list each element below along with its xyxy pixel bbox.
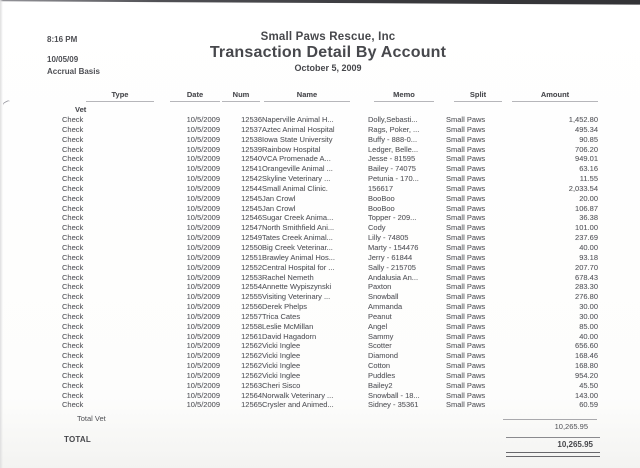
cell-amount: 954.20	[575, 370, 598, 380]
cell-name: Rainbow Hospital	[262, 144, 321, 154]
cell-num: 12564	[241, 390, 262, 400]
cell-date: 10/5/2009	[186, 311, 220, 321]
cell-name: Sugar Creek Anima...	[262, 213, 334, 223]
cell-memo: Angel	[368, 321, 388, 331]
table-row	[62, 164, 598, 174]
cell-name: Leslie McMillan	[262, 321, 314, 331]
cell-type: Check	[62, 380, 84, 390]
cell-memo: Paxton	[368, 282, 392, 292]
cell-memo: Andalusia An...	[368, 272, 419, 282]
cell-memo: BooBoo	[368, 193, 395, 203]
cell-split: Small Paws	[446, 183, 486, 193]
cell-date: 10/5/2009	[186, 321, 220, 331]
print-date: 10/05/09	[47, 55, 79, 64]
cell-split: Small Paws	[446, 203, 486, 213]
cell-num: 12554	[241, 282, 262, 292]
cell-split: Small Paws	[446, 361, 486, 371]
column-header-row	[62, 90, 598, 104]
cell-name: Vicki Inglee	[262, 361, 301, 371]
cell-type: Check	[62, 321, 84, 331]
cell-name: VCA Promenade A...	[262, 154, 331, 164]
table-row	[62, 184, 598, 194]
cell-num: 12541	[241, 164, 262, 174]
cell-amount: 237.69	[575, 233, 598, 243]
cell-split: Small Paws	[446, 223, 486, 233]
grand-total-label: TOTAL	[64, 435, 91, 444]
cell-amount: 36.38	[579, 213, 598, 223]
column-header-num: Num	[222, 90, 260, 102]
cell-date: 10/5/2009	[186, 272, 220, 282]
cell-date: 10/5/2009	[186, 174, 220, 184]
cell-amount: 63.16	[579, 164, 598, 174]
cell-memo: Peanut	[368, 311, 392, 321]
cell-num: 12540	[241, 154, 262, 164]
cell-name: Jan Crowl	[262, 193, 296, 203]
cell-amount: 40.00	[579, 331, 598, 341]
table-row	[62, 282, 598, 292]
report-date: October 5, 2009	[294, 63, 362, 73]
cell-num: 12536	[241, 115, 262, 124]
cell-amount: 30.00	[579, 302, 598, 312]
cell-num: 12549	[241, 233, 262, 243]
cell-num: 12555	[241, 292, 262, 302]
cell-type: Check	[62, 233, 84, 243]
cell-num: 12562	[241, 370, 262, 380]
column-header-type: Type	[86, 90, 154, 102]
cell-amount: 60.59	[579, 400, 598, 410]
cell-memo: Topper - 209...	[368, 213, 417, 223]
vet-section	[62, 104, 598, 410]
report-title: Transaction Detail By Account	[209, 44, 447, 61]
column-header-memo: Memo	[374, 90, 434, 102]
cell-type: Check	[62, 351, 84, 361]
cell-memo: Scotter	[368, 341, 392, 351]
cell-amount: 2,033.54	[568, 183, 598, 193]
cell-split: Small Paws	[446, 400, 486, 410]
cell-split: Small Paws	[446, 262, 486, 272]
cell-name: Iowa State University	[262, 134, 333, 144]
cell-name: Brawley Animal Hos...	[262, 252, 335, 262]
cell-name: Vicki Inglee	[262, 351, 301, 361]
cell-type: Check	[62, 154, 84, 164]
cell-type: Check	[62, 183, 84, 193]
table-row	[62, 273, 598, 283]
cell-split: Small Paws	[446, 242, 486, 252]
cell-memo: Snowball	[368, 292, 399, 302]
cell-name: Aztec Animal Hospital	[262, 124, 335, 134]
cell-amount: 168.46	[575, 351, 598, 361]
cell-type: Check	[62, 223, 84, 233]
cell-split: Small Paws	[446, 292, 486, 302]
cell-num: 12565	[241, 400, 262, 410]
cell-split: Small Paws	[446, 134, 486, 144]
cell-split: Small Paws	[446, 252, 486, 262]
cell-amount: 93.18	[579, 252, 598, 262]
cell-name: Vicki Inglee	[262, 370, 301, 380]
table-row	[62, 391, 598, 401]
cell-amount: 706.20	[575, 144, 598, 154]
cell-memo: Rags, Poker, ...	[368, 124, 420, 134]
table-row	[62, 174, 598, 184]
cell-name: North Smithfield Ani...	[262, 223, 335, 233]
cell-type: Check	[62, 262, 84, 272]
cell-name: Big Creek Veterinar...	[262, 242, 333, 252]
cell-memo: Ammanda	[368, 302, 403, 312]
cell-split: Small Paws	[446, 302, 486, 312]
cell-type: Check	[62, 331, 84, 341]
cell-type: Check	[62, 400, 84, 410]
cell-date: 10/5/2009	[186, 361, 220, 371]
cell-split: Small Paws	[446, 154, 486, 164]
cell-split: Small Paws	[446, 193, 486, 203]
table-row	[62, 243, 598, 253]
cell-amount: 20.00	[579, 193, 598, 203]
cell-num: 12557	[241, 311, 262, 321]
cell-memo: Petunia - 170...	[368, 174, 419, 184]
table-row	[62, 361, 598, 371]
cell-memo: Snowball - 18...	[368, 390, 420, 400]
table-row	[62, 292, 598, 302]
table-row	[62, 351, 598, 361]
cell-amount: 1,452.80	[568, 115, 598, 124]
cell-type: Check	[62, 213, 84, 223]
cell-split: Small Paws	[446, 174, 486, 184]
cell-amount: 168.80	[575, 361, 598, 371]
cell-split: Small Paws	[446, 213, 486, 223]
section-total-amount: 10,265.95	[503, 419, 597, 431]
cell-type: Check	[62, 203, 84, 213]
cell-date: 10/5/2009	[186, 154, 220, 164]
cell-split: Small Paws	[446, 390, 486, 400]
cell-type: Check	[62, 311, 84, 321]
cell-amount: 85.00	[579, 321, 598, 331]
cell-amount: 90.85	[579, 134, 598, 144]
cell-num: 12545	[241, 193, 262, 203]
column-header-split: Split	[454, 90, 502, 102]
cell-date: 10/5/2009	[186, 282, 220, 292]
cell-split: Small Paws	[446, 380, 486, 390]
cell-name: Small Animal Clinic.	[262, 183, 328, 193]
grand-total-amount: 10,265.95	[506, 437, 600, 449]
cell-date: 10/5/2009	[186, 302, 220, 312]
print-time: 8:16 PM	[47, 35, 78, 44]
cell-num: 12553	[241, 272, 262, 282]
table-row	[62, 233, 598, 243]
cell-type: Check	[62, 242, 84, 252]
pen-mark	[2, 99, 12, 108]
account-section-label: Vet	[75, 105, 87, 114]
cell-type: Check	[62, 193, 84, 203]
section-total-label: Total Vet	[77, 414, 106, 423]
cell-amount: 30.00	[579, 311, 598, 321]
table-row	[62, 125, 598, 135]
cell-split: Small Paws	[446, 351, 486, 361]
cell-num: 12538	[241, 134, 262, 144]
cell-type: Check	[62, 302, 84, 312]
cell-type: Check	[62, 292, 84, 302]
table-row	[62, 145, 598, 155]
cell-name: Skyline Veterinary ...	[262, 174, 331, 184]
cell-type: Check	[62, 124, 84, 134]
accounting-basis: Accrual Basis	[47, 67, 100, 76]
cell-date: 10/5/2009	[186, 134, 220, 144]
cell-memo: Sally - 215705	[368, 262, 416, 272]
cell-date: 10/5/2009	[186, 144, 220, 154]
cell-num: 12551	[241, 252, 262, 262]
table-row	[62, 223, 598, 233]
cell-memo: Puddles	[368, 370, 396, 380]
cell-memo: Marty - 154476	[368, 242, 419, 252]
cell-split: Small Paws	[446, 144, 486, 154]
cell-split: Small Paws	[446, 341, 486, 351]
cell-num: 12562	[241, 341, 262, 351]
cell-split: Small Paws	[446, 370, 486, 380]
cell-name: Central Hospital for ...	[262, 262, 335, 272]
cell-name: Tates Creek Animal...	[262, 233, 333, 243]
table-row	[62, 341, 598, 351]
cell-type: Check	[62, 252, 84, 262]
cell-amount: 11.55	[579, 174, 598, 184]
cell-num: 12537	[241, 124, 262, 134]
cell-memo: Dolly,Sebasti...	[368, 115, 418, 124]
cell-num: 12542	[241, 174, 262, 184]
company-name: Small Paws Rescue, Inc	[260, 31, 396, 43]
cell-amount: 40.00	[579, 242, 598, 252]
cell-date: 10/5/2009	[186, 252, 220, 262]
cell-memo: Bailey2	[368, 380, 393, 390]
cell-amount: 283.30	[575, 282, 598, 292]
cell-name: Cheri Sisco	[262, 380, 301, 390]
cell-num: 12545	[241, 203, 262, 213]
cell-amount: 106.87	[575, 203, 598, 213]
cell-type: Check	[62, 115, 84, 124]
cell-amount: 656.60	[575, 341, 598, 351]
table-row	[62, 302, 598, 312]
cell-amount: 949.01	[575, 154, 598, 164]
cell-name: Trica Cates	[262, 311, 301, 321]
cell-num: 12562	[241, 361, 262, 371]
cell-amount: 207.70	[575, 262, 598, 272]
cell-memo: Bailey - 74075	[368, 164, 416, 174]
scanner-edge-strip	[0, 0, 640, 5]
cell-type: Check	[62, 282, 84, 292]
cell-date: 10/5/2009	[186, 193, 220, 203]
cell-memo: Sammy	[368, 331, 394, 341]
cell-date: 10/5/2009	[186, 203, 220, 213]
cell-type: Check	[62, 390, 84, 400]
cell-num: 12552	[241, 262, 262, 272]
cell-date: 10/5/2009	[186, 183, 220, 193]
cell-memo: Jerry - 61844	[368, 252, 413, 262]
cell-name: Naperville Animal H...	[262, 115, 334, 124]
table-row	[62, 400, 598, 410]
cell-name: David Hagadorn	[262, 331, 317, 341]
report-header	[0, 31, 640, 73]
cell-split: Small Paws	[446, 115, 486, 124]
cell-memo: Sidney - 35361	[368, 400, 419, 410]
cell-type: Check	[62, 144, 84, 154]
table-row	[62, 213, 598, 223]
cell-type: Check	[62, 174, 84, 184]
cell-memo: 156617	[368, 183, 394, 193]
cell-date: 10/5/2009	[186, 262, 220, 272]
cell-split: Small Paws	[446, 331, 486, 341]
cell-split: Small Paws	[446, 233, 486, 243]
cell-name: Norwalk Veterinary ...	[262, 390, 334, 400]
table-row	[62, 371, 598, 381]
cell-memo: Diamond	[368, 351, 399, 361]
cell-name: Jan Crowl	[262, 203, 296, 213]
cell-date: 10/5/2009	[186, 223, 220, 233]
column-header-name: Name	[264, 90, 350, 102]
cell-split: Small Paws	[446, 311, 486, 321]
cell-num: 12547	[241, 223, 262, 233]
cell-num: 12546	[241, 213, 262, 223]
column-header-amount: Amount	[512, 90, 598, 102]
cell-memo: Cody	[368, 223, 386, 233]
cell-amount: 143.00	[575, 390, 598, 400]
cell-split: Small Paws	[446, 272, 486, 282]
cell-date: 10/5/2009	[186, 370, 220, 380]
table-row	[62, 263, 598, 273]
table-row	[62, 115, 598, 125]
cell-name: Annette Wypiszynski	[262, 282, 332, 292]
cell-date: 10/5/2009	[186, 213, 220, 223]
cell-memo: BooBoo	[368, 203, 395, 213]
table-row	[62, 381, 598, 391]
cell-amount: 276.80	[575, 292, 598, 302]
cell-name: Rachel Nemeth	[262, 272, 314, 282]
cell-num: 12558	[241, 321, 262, 331]
cell-num: 12562	[241, 351, 262, 361]
cell-date: 10/5/2009	[186, 164, 220, 174]
cell-type: Check	[62, 341, 84, 351]
cell-memo: Lilly - 74805	[368, 233, 409, 243]
cell-date: 10/5/2009	[186, 341, 220, 351]
cell-name: Derek Phelps	[262, 302, 308, 312]
cell-memo: Jesse - 81595	[368, 154, 416, 164]
cell-split: Small Paws	[446, 321, 486, 331]
cell-type: Check	[62, 134, 84, 144]
cell-num: 12539	[241, 144, 262, 154]
cell-num: 12544	[241, 183, 262, 193]
cell-type: Check	[62, 164, 84, 174]
table-row	[62, 154, 598, 164]
column-header-date: Date	[170, 90, 220, 102]
cell-date: 10/5/2009	[186, 351, 220, 361]
cell-name: Visiting Veterinary ...	[262, 292, 331, 302]
cell-split: Small Paws	[446, 124, 486, 134]
cell-date: 10/5/2009	[186, 115, 220, 124]
cell-num: 12556	[241, 302, 262, 312]
cell-date: 10/5/2009	[186, 331, 220, 341]
cell-amount: 101.00	[575, 223, 598, 233]
cell-date: 10/5/2009	[186, 242, 220, 252]
table-row	[62, 312, 598, 322]
table-row	[62, 135, 598, 145]
cell-amount: 678.43	[575, 272, 598, 282]
cell-date: 10/5/2009	[186, 390, 220, 400]
cell-date: 10/5/2009	[186, 292, 220, 302]
cell-type: Check	[62, 361, 84, 371]
cell-date: 10/5/2009	[186, 400, 220, 410]
cell-name: Orangeville Animal ...	[262, 164, 333, 174]
cell-memo: Ledger, Belle...	[368, 144, 419, 154]
cell-num: 12563	[241, 380, 262, 390]
cell-date: 10/5/2009	[186, 233, 220, 243]
cell-split: Small Paws	[446, 282, 486, 292]
cell-name: Crysler and Animed...	[262, 400, 334, 410]
cell-date: 10/5/2009	[186, 124, 220, 134]
cell-num: 12561	[241, 331, 262, 341]
cell-date: 10/5/2009	[186, 380, 220, 390]
cell-memo: Cotton	[368, 361, 391, 371]
table-row	[62, 204, 598, 214]
cell-amount: 495.34	[575, 124, 598, 134]
cell-type: Check	[62, 272, 84, 282]
table-row	[62, 194, 598, 204]
account-section-row	[62, 104, 598, 115]
cell-memo: Buffy - 888-0...	[368, 134, 418, 144]
cell-amount: 45.50	[579, 380, 598, 390]
cell-split: Small Paws	[446, 164, 486, 174]
table-row	[62, 322, 598, 332]
table-row	[62, 332, 598, 342]
grand-total-double-rule	[506, 452, 600, 457]
cell-type: Check	[62, 370, 84, 380]
cell-num: 12550	[241, 242, 262, 252]
transaction-table	[62, 90, 598, 410]
cell-name: Vicki Inglee	[262, 341, 301, 351]
table-row	[62, 253, 598, 263]
